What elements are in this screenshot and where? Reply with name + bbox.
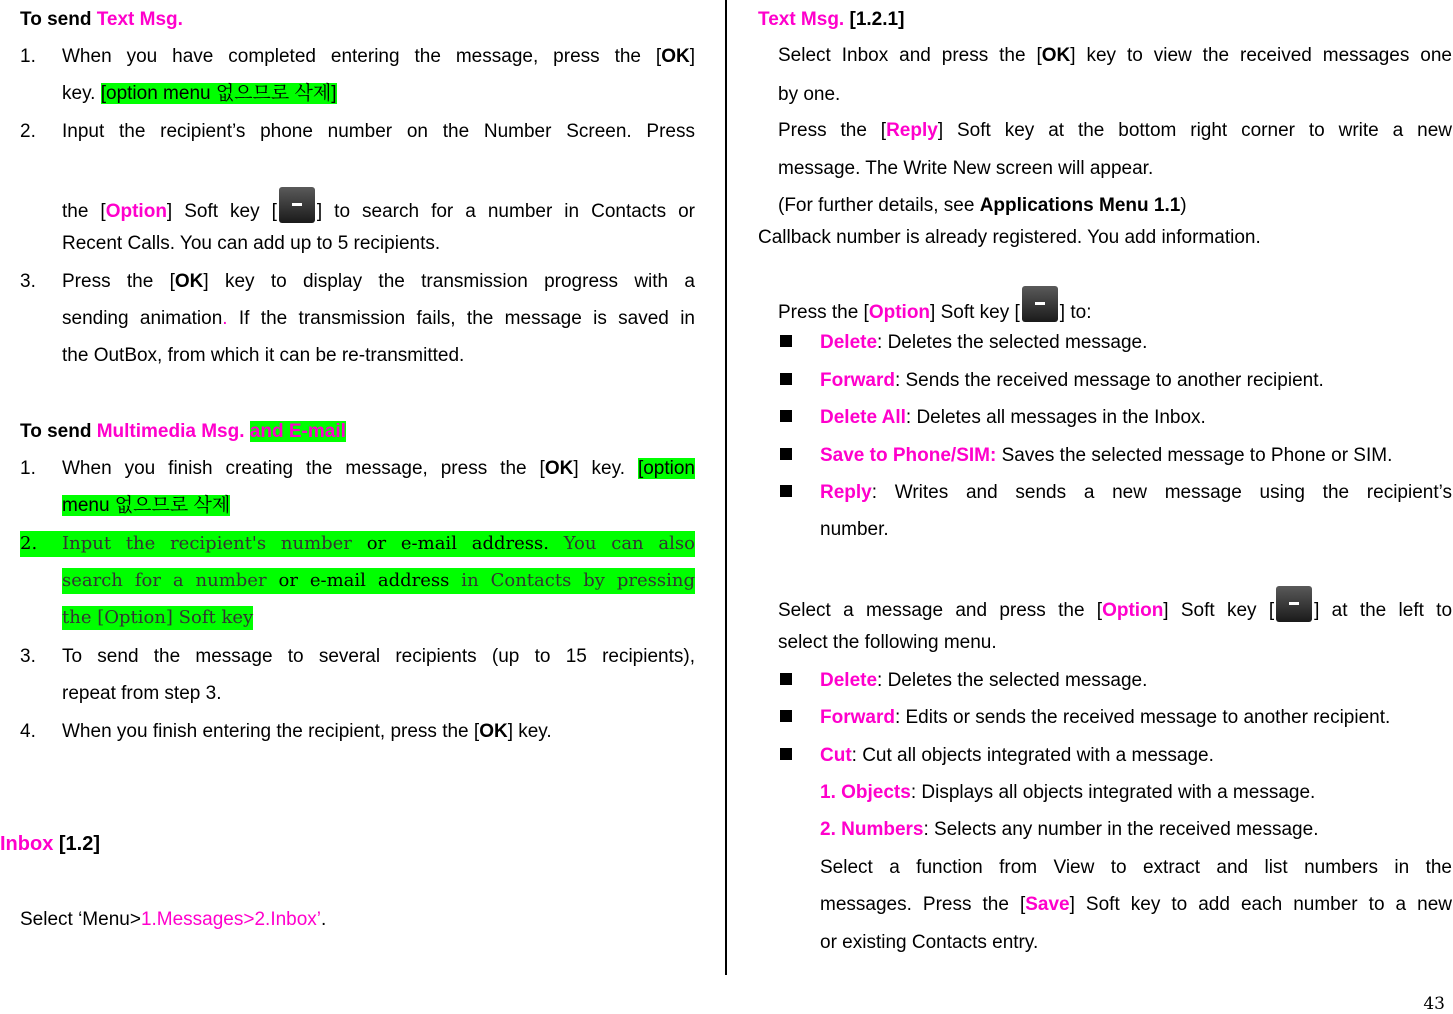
mm-heading: To send Multimedia Msg. and E-mail (20, 421, 346, 442)
bullet-icon (780, 448, 792, 460)
column-divider (725, 0, 727, 975)
paragraph: message. The Write New screen will appear. (778, 158, 1154, 179)
text-msg-heading: To send Text Msg. (20, 9, 183, 30)
step-text: key. [option menu 없으므로 삭제] (62, 83, 337, 104)
step-text: the [Option] Soft key (62, 607, 254, 628)
step-number: 1. (20, 46, 36, 67)
step-text: When you finish creating the message, press the [OK] key. [option (62, 458, 695, 479)
step-text: search for a number or e-mail address in Contacts by pressing (62, 570, 695, 591)
bullet-icon (780, 673, 792, 685)
sub-item: 1. Objects: Displays all objects integrated with a message. (820, 782, 1316, 803)
inbox-heading: Inbox [1.2] (0, 833, 101, 855)
list-item: Delete: Deletes the selected message. (780, 331, 1147, 355)
bullet-icon (780, 373, 792, 385)
list-item: Delete: Deletes the selected message. (780, 669, 1147, 693)
step-text: the OutBox, from which it can be re-transmitted. (62, 345, 465, 366)
step-text: menu 없으므로 삭제 (62, 495, 231, 516)
list-item: Forward: Edits or sends the received message to another recipient. (780, 706, 1390, 730)
sub-item: or existing Contacts entry. (820, 932, 1039, 953)
paragraph: Callback number is already registered. You add information. (758, 227, 1261, 248)
step-number: 1. (20, 458, 36, 479)
step-text: Press the [OK] key to display the transmission progress with a (62, 271, 695, 292)
step-text: Input the recipient's number or e-mail address. You can also (62, 533, 695, 554)
list-item: Save to Phone/SIM: Saves the selected message to Phone or SIM. (780, 444, 1392, 468)
step-text: Recent Calls. You can add up to 5 recipients. (62, 233, 441, 254)
step-text: repeat from step 3. (62, 683, 222, 704)
step-text: To send the message to several recipients (up to 15 recipients), (62, 646, 695, 667)
paragraph: select the following menu. (778, 632, 997, 653)
sub-item: 2. Numbers: Selects any number in the received message. (820, 819, 1319, 840)
paragraph: Select a message and press the [Option] Soft key [ ] at the left to (778, 586, 1452, 623)
step-number: 3. (20, 271, 36, 292)
soft-key-icon (1022, 286, 1058, 322)
sub-item: messages. Press the [Save] Soft key to add each number to a new (820, 894, 1452, 915)
step-text: sending animation. If the transmission fails, the message is saved in (62, 308, 695, 329)
paragraph: by one. (778, 84, 841, 105)
paragraph: Press the [Option] Soft key [ ] to: (778, 286, 1091, 325)
soft-key-icon (1276, 586, 1312, 622)
page-number: 43 (1423, 994, 1445, 1014)
list-item: Forward: Sends the received message to another recipient. (780, 369, 1324, 393)
bullet-icon (780, 335, 792, 347)
list-item: Cut: Cut all objects integrated with a message. (780, 744, 1214, 768)
paragraph: Select Inbox and press the [OK] key to view the received messages one (778, 45, 1452, 66)
text-msg-heading: Text Msg. [1.2.1] (758, 9, 905, 30)
step-text: When you finish entering the recipient, press the [OK] key. (62, 721, 552, 742)
soft-key-icon (279, 187, 315, 223)
step-number: 3. (20, 646, 36, 667)
step-number: 2. (20, 121, 36, 142)
inbox-select: Select ‘Menu>1.Messages>2.Inbox’. (20, 909, 327, 930)
bullet-icon (780, 710, 792, 722)
step-text: Input the recipient’s phone number on the Number Screen. Press (62, 121, 695, 142)
bullet-icon (780, 410, 792, 422)
bullet-icon (780, 481, 820, 505)
list-item: Delete All: Deletes all messages in the Inbox. (780, 406, 1206, 430)
paragraph: (For further details, see Applications Menu 1.1) (778, 195, 1187, 216)
bullet-icon (780, 748, 792, 760)
step-text: When you have completed entering the message, press the [OK] (62, 46, 695, 67)
step-number: 4. (20, 721, 36, 742)
step-text: the [Option] Soft key [ ] to search for a number in Contacts or (62, 187, 695, 224)
list-item: Reply: Writes and sends a new message using the recipient’s (820, 482, 1452, 503)
list-item: number. (820, 519, 889, 540)
sub-item: Select a function from View to extract and list numbers in the (820, 857, 1452, 878)
step-number: 2. (20, 533, 38, 554)
paragraph: Press the [Reply] Soft key at the bottom right corner to write a new (778, 120, 1452, 141)
